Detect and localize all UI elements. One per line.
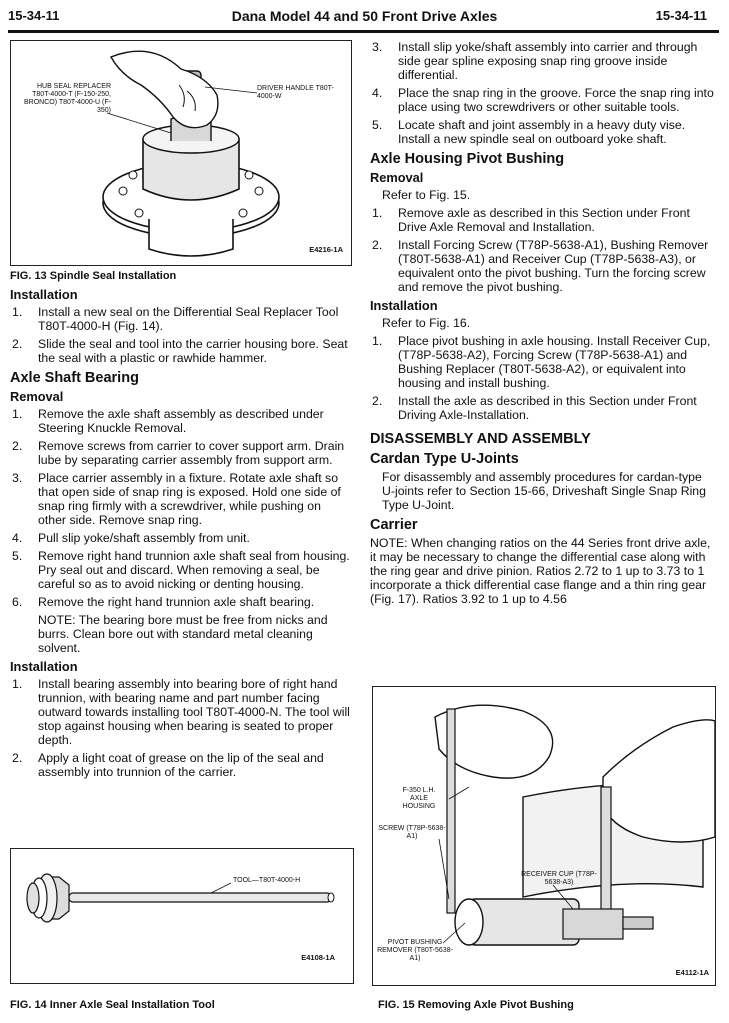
figure-14-code: E4108-1A xyxy=(301,953,335,962)
tool-label: TOOL—T80T-4000-H xyxy=(233,877,301,884)
carrier-note: NOTE: When changing ratios on the 44 Series front drive axle, it may be necessary to change the differential case along with the ring gear and drive pinion. Ratios 2.72 to 1 up to 3.73 to 1 incorporate a thick differential case flange and a thin ring gear (Fig. 17). Ratios 3.92 to 1 up to 4.56 xyxy=(370,536,711,606)
driver-handle-label: DRIVER HANDLE T80T-4000-W xyxy=(257,85,334,100)
installation-steps xyxy=(10,305,352,365)
figure-15-code: E4112-1A xyxy=(675,968,709,977)
bearing-bore-note: NOTE: The bearing bore must be free from nicks and burrs. Clean bore out with standard metal cleaning solvent. xyxy=(38,613,328,655)
pivot-installation-reference: Refer to Fig. 16. xyxy=(382,316,471,330)
figure-14 xyxy=(10,848,354,984)
list-item: 1. Remove the axle shaft assembly as described under Steering Knuckle Removal. xyxy=(12,407,324,435)
pivot-removal-heading: Removal xyxy=(370,170,424,185)
axle-housing-pivot-bushing-heading: Axle Housing Pivot Bushing xyxy=(370,151,565,167)
list-item: 1. Install a new seal on the Differential Seal Replacer Tool T80T-4000-H (Fig. 14). xyxy=(12,305,339,333)
hub-seal-replacer-label: HUB SEAL REPLACER T80T-4000-T (F-150-250, BRONCO) T80T-4000-U (F-350) xyxy=(24,83,111,114)
list-item: 4. Pull slip yoke/shaft assembly from unit. xyxy=(12,531,250,545)
list-item: 2. Slide the seal and tool into the carrier housing bore. Seat the seal with a plastic or rawhide hammer. xyxy=(12,337,348,365)
receiver-cup-label: RECEIVER CUP (T78P-5638-A3) xyxy=(521,871,597,886)
list-item: 1. Remove axle as described in this Section under Front Drive Axle Removal and Installation. xyxy=(372,206,690,234)
left-column xyxy=(10,40,352,783)
seal-installation-tool-illustration xyxy=(11,849,353,983)
figure-13-code: E4216-1A xyxy=(309,245,343,254)
page-number-right: 15-34-11 xyxy=(655,8,707,23)
disassembly-assembly-heading: DISASSEMBLY AND ASSEMBLY xyxy=(370,431,591,447)
header-rule xyxy=(8,30,719,33)
removal-steps xyxy=(10,407,352,609)
list-item: 3. Install slip yoke/shaft assembly into carrier and through side gear spline exposing snap ring groove inside differential. xyxy=(372,40,698,82)
figure-15 xyxy=(372,686,716,986)
page-title: Dana Model 44 and 50 Front Drive Axles xyxy=(231,8,498,24)
installation-steps-continued xyxy=(370,40,714,146)
axle-housing-label: F-350 L.H. AXLE HOUSING xyxy=(402,787,436,810)
list-item: 1. Install bearing assembly into bearing bore of right hand trunnion, with bearing name and part number facing outward towards installing tool T80T-4000-N. The tool will stop against housing when bearing is seated to proper depth. xyxy=(12,677,350,747)
list-item: 2. Install Forcing Screw (T78P-5638-A1), Bushing Remover (T80T-5638-A1) and Receiver Cup (T78P-5638-A3), or equivalent onto the pivot bushing. Turn the forcing screw and remove the pivot bushing. xyxy=(372,238,709,294)
pivot-installation-heading: Installation xyxy=(370,298,438,313)
page-header xyxy=(0,0,729,34)
figure-15-caption: FIG. 15 Removing Axle Pivot Bushing xyxy=(378,999,574,1011)
list-item: 3. Place carrier assembly in a fixture. Rotate axle shaft so that open side of snap ring is exposed. Hold one side of snap ring firmly with a screwdriver, while pushing on other side. Remove snap ring. xyxy=(12,471,341,527)
cardan-u-joints-heading: Cardan Type U-Joints xyxy=(370,451,519,467)
installation-steps-2 xyxy=(10,677,352,779)
cardan-text: For disassembly and assembly procedures for cardan-type U-joints refer to Section 15-66, Driveshaft Single Snap Ring Type U-Joint. xyxy=(382,470,706,512)
removal-heading: Removal xyxy=(10,389,64,404)
figure-13 xyxy=(10,40,352,266)
figure-14-caption: FIG. 14 Inner Axle Seal Installation Tool xyxy=(10,999,215,1011)
figure-13-caption: FIG. 13 Spindle Seal Installation xyxy=(10,270,177,282)
list-item: 5. Locate shaft and joint assembly in a heavy duty vise. Install a new spindle seal on outboard yoke shaft. xyxy=(372,118,686,146)
installation-heading-2: Installation xyxy=(10,659,78,674)
installation-heading: Installation xyxy=(10,287,78,302)
right-column xyxy=(370,40,714,610)
page-number-left: 15-34-11 xyxy=(8,8,60,23)
list-item: 6. Remove the right hand trunnion axle shaft bearing. xyxy=(12,595,315,609)
list-item: 1. Place pivot bushing in axle housing. Install Receiver Cup, (T78P-5638-A2), Forcing Screw (T78P-5638-A1) and Bushing Replacer (T80T-5638-A2), or equivalent into housing and install bushing. xyxy=(372,334,711,390)
list-item: 5. Remove right hand trunnion axle shaft seal from housing. Pry seal out and discard. When removing a seal, be careful so as to avoid nicking or denting housing. xyxy=(12,549,350,591)
axle-shaft-bearing-heading: Axle Shaft Bearing xyxy=(10,370,139,386)
pivot-installation-steps xyxy=(370,334,714,422)
list-item: 2. Remove screws from carrier to cover support arm. Drain lube by separating carrier assembly from support arm. xyxy=(12,439,345,467)
bushing-remover-label: PIVOT BUSHING REMOVER (T80T-5638-A1) xyxy=(377,939,453,962)
list-item: 2. Install the axle as described in this Section under Front Driving Axle-Installation. xyxy=(372,394,697,422)
pivot-removal-steps xyxy=(370,206,714,294)
pivot-removal-reference: Refer to Fig. 15. xyxy=(382,188,471,202)
spindle-seal-illustration xyxy=(11,41,351,265)
list-item: 2. Apply a light coat of grease on the lip of the seal and assembly into trunnion of the carrier. xyxy=(12,751,324,779)
carrier-heading: Carrier xyxy=(370,517,418,533)
forcing-screw-label: SCREW (T78P-5638-A1) xyxy=(378,825,446,840)
list-item: 4. Place the snap ring in the groove. Force the snap ring into place using two screwdrivers or other suitable tools. xyxy=(372,86,714,114)
